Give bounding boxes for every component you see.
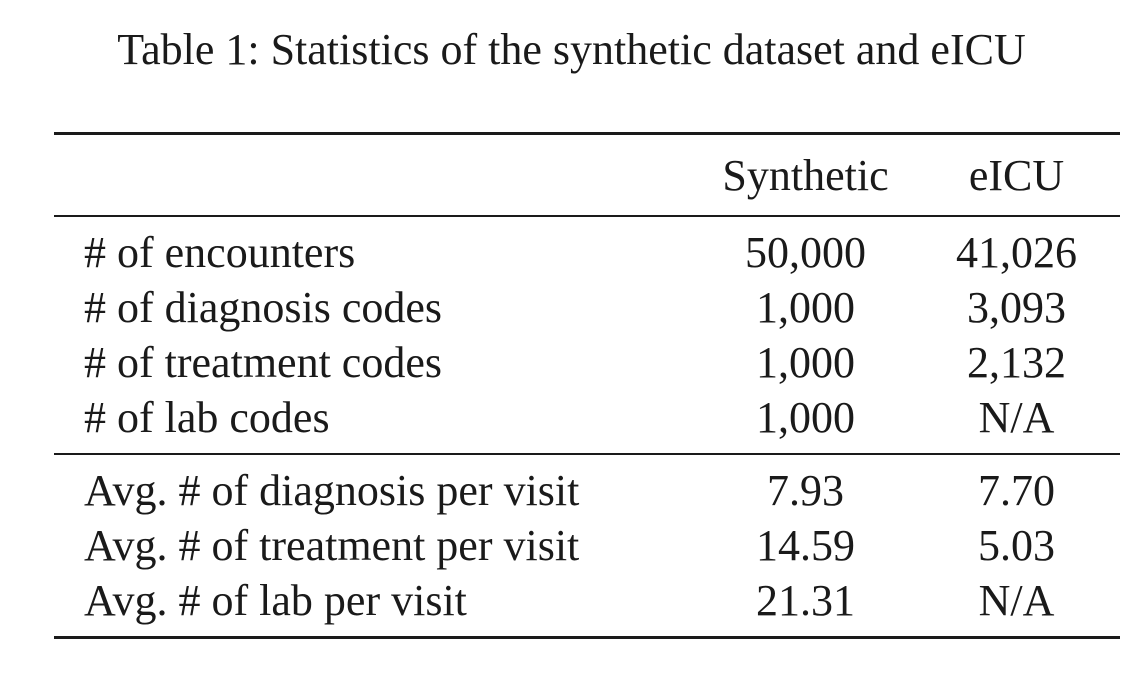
synthetic-value: 1,000 — [756, 338, 855, 387]
table-header — [54, 135, 1120, 215]
header-eicu: eICU — [968, 150, 1065, 200]
row-label: # of lab codes — [84, 393, 330, 442]
row-label: # of encounters — [84, 228, 356, 277]
table-section-averages — [54, 455, 1120, 636]
row-label: Avg. # of diagnosis per visit — [84, 466, 580, 515]
row-label: Avg. # of treatment per visit — [84, 521, 580, 570]
table-row — [54, 518, 1120, 573]
synthetic-value: 1,000 — [756, 283, 855, 332]
synthetic-value: 7.93 — [767, 466, 844, 515]
header-row — [54, 135, 1120, 215]
table-row — [54, 390, 1120, 445]
synthetic-value: 50,000 — [745, 228, 866, 277]
synthetic-value: 1,000 — [756, 393, 855, 442]
table-row — [54, 280, 1120, 335]
table-caption: Table 1: Statistics of the synthetic dataset and eICU — [117, 25, 1026, 74]
eicu-value: 41,026 — [956, 228, 1077, 277]
bottom-rule — [54, 636, 1120, 639]
synthetic-value: 14.59 — [756, 521, 855, 570]
row-label: # of treatment codes — [84, 338, 442, 387]
eicu-value: 2,132 — [967, 338, 1066, 387]
table-row — [54, 225, 1120, 280]
table-row — [54, 463, 1120, 518]
eicu-value: 3,093 — [967, 283, 1066, 332]
table-row — [54, 573, 1120, 628]
table-section-counts — [54, 217, 1120, 453]
synthetic-value: 21.31 — [756, 576, 855, 625]
eicu-value: 7.70 — [978, 466, 1055, 515]
eicu-value: N/A — [978, 576, 1055, 625]
row-label: # of diagnosis codes — [84, 283, 443, 332]
header-label-cell — [54, 135, 698, 215]
row-label: Avg. # of lab per visit — [84, 576, 467, 625]
statistics-table — [54, 132, 1120, 639]
table-row — [54, 335, 1120, 390]
header-synthetic: Synthetic — [722, 150, 889, 200]
eicu-value: 5.03 — [978, 521, 1055, 570]
eicu-value: N/A — [978, 393, 1055, 442]
